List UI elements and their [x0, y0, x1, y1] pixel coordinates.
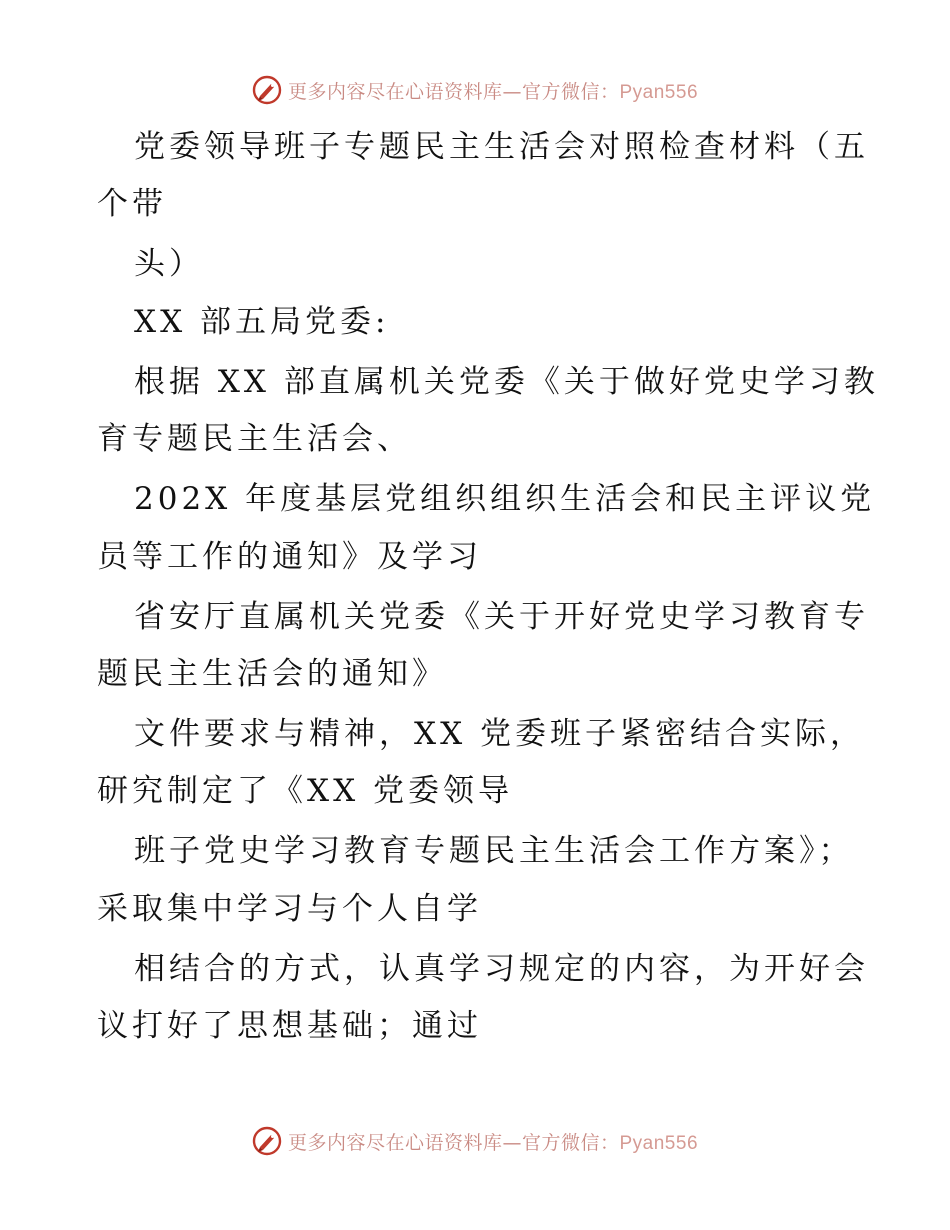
- document-line: 员等工作的通知》及学习: [97, 539, 482, 575]
- document-line: 育专题民主生活会、: [97, 421, 412, 457]
- document-title-line-1: 党委领导班子专题民主生活会对照检查材料（五: [134, 129, 869, 165]
- watermark-text: [288, 77, 698, 104]
- document-line: 研究制定了《XX 党委领导: [97, 773, 513, 809]
- watermark-separator: —: [502, 1131, 522, 1154]
- document-line: 题民主生活会的通知》: [97, 656, 447, 692]
- watermark-site: 更多内容尽在心语资料库: [287, 80, 503, 103]
- document-line: 根据 XX 部直属机关党委《关于做好党史学习教: [134, 364, 879, 400]
- document-line: 相结合的方式，认真学习规定的内容，为开好会: [134, 951, 869, 987]
- pen-logo-icon: [252, 1126, 282, 1156]
- footer-watermark: [0, 1123, 950, 1159]
- watermark-label: 官方微信：: [521, 80, 620, 103]
- document-line: 采取集中学习与个人自学: [97, 891, 482, 927]
- header-watermark: [0, 72, 950, 108]
- watermark-id: Pyan556: [619, 81, 699, 103]
- pen-logo-icon: [252, 75, 282, 105]
- document-line: 202X 年度基层党组织组织生活会和民主评议党: [134, 481, 876, 517]
- watermark-separator: —: [502, 80, 522, 103]
- document-title-line-2: 个带: [97, 186, 167, 222]
- document-line: 班子党史学习教育专题民主生活会工作方案》；: [134, 833, 854, 869]
- watermark-site: 更多内容尽在心语资料库: [287, 1131, 503, 1154]
- document-salutation: XX 部五局党委:: [134, 304, 390, 340]
- document-line: 文件要求与精神，XX 党委班子紧密结合实际，: [134, 716, 865, 752]
- document-line: 省安厅直属机关党委《关于开好党史学习教育专: [134, 599, 869, 635]
- document-line: 议打好了思想基础；通过: [97, 1008, 482, 1044]
- watermark-id: Pyan556: [619, 1132, 699, 1154]
- watermark-text: [288, 1128, 698, 1155]
- watermark-label: 官方微信：: [521, 1131, 620, 1154]
- document-title-line-3: 头）: [134, 246, 204, 282]
